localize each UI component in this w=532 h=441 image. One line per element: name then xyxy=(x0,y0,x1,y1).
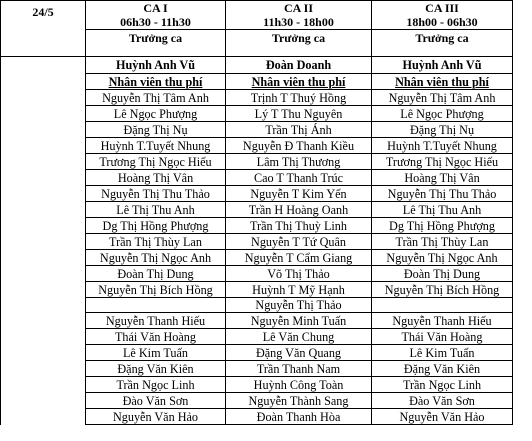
empty-cell xyxy=(1,74,86,90)
shift-2-staff-name: Trần Thanh Nam xyxy=(226,361,372,377)
shift-2-staff-name: Lý T Thu Nguyên xyxy=(226,106,372,122)
empty-cell xyxy=(1,282,86,298)
staff-row xyxy=(1,138,513,154)
shift-1-staff-name: Nguyễn Văn Hảo xyxy=(86,409,226,425)
shift-3-time: 18h00 - 06h30 xyxy=(406,15,478,29)
shift-2-lead: Đoàn Doanh xyxy=(226,57,372,74)
shift-2-staff-name: Trần Thị Ánh xyxy=(226,122,372,138)
empty-cell xyxy=(1,329,86,345)
shift-1-staff-name: Nguyễn Thanh Hiếu xyxy=(86,313,226,329)
staff-row xyxy=(1,409,513,425)
shift-1-staff-name: Đặng Thị Nụ xyxy=(86,122,226,138)
shift-2-staff-name: Nguyễn Đ Thanh Kiều xyxy=(226,138,372,154)
shift-1-header xyxy=(86,1,226,30)
shift-2-lead-title: Trưởng ca xyxy=(226,30,372,57)
shift-2-staff-name: Nguyễn T Kim Yến xyxy=(226,186,372,202)
shift-1-staff-name: Lê Thị Thu Anh xyxy=(86,202,226,218)
staff-row xyxy=(1,282,513,298)
shift-1-staff-name xyxy=(86,298,226,313)
shift-3-staff-name: Thái Văn Hoàng xyxy=(372,329,513,345)
staff-row xyxy=(1,298,513,313)
shift-1-staff-name: Trần Ngọc Linh xyxy=(86,377,226,393)
shift-2-staff-name: Nguyễn Thị Thảo xyxy=(226,298,372,313)
shift-1-lead: Huỳnh Anh Vũ xyxy=(86,57,226,74)
shift-1-staff-name: Đoàn Thị Dung xyxy=(86,266,226,282)
empty-cell xyxy=(1,186,86,202)
staff-row xyxy=(1,313,513,329)
shift-2-staff-name: Huỳnh Công Toàn xyxy=(226,377,372,393)
shift-3-header xyxy=(372,1,513,30)
shift-3-staff-name: Đoàn Thị Dung xyxy=(372,266,513,282)
empty-cell xyxy=(1,234,86,250)
shift-2-staff-name: Trịnh T Thuý Hồng xyxy=(226,90,372,106)
empty-cell xyxy=(1,138,86,154)
shift-1-staff-name: Lê Ngọc Phượng xyxy=(86,106,226,122)
shift-3-staff-name: Huỳnh T.Tuyết Nhung xyxy=(372,138,513,154)
staff-row xyxy=(1,122,513,138)
shift-1-staff-name: Dg Thị Hồng Phượng xyxy=(86,218,226,234)
shift-2-staff-name: Trần Thị Thuỳ Linh xyxy=(226,218,372,234)
shift-2-staff-title: Nhân viên thu phí xyxy=(226,74,372,90)
empty-cell xyxy=(1,298,86,313)
shift-3-staff-name: Nguyễn Thanh Hiếu xyxy=(372,313,513,329)
shift-3-name: CA III xyxy=(425,1,459,15)
empty-cell xyxy=(1,202,86,218)
staff-row xyxy=(1,234,513,250)
shift-2-staff-name: Nguyễn Minh Tuấn xyxy=(226,313,372,329)
shift-2-staff-name: Nguyễn Thành Sang xyxy=(226,393,372,409)
empty-cell xyxy=(1,57,86,74)
staff-row xyxy=(1,329,513,345)
schedule-body xyxy=(1,1,513,425)
shift-1-staff-name: Nguyễn Thị Tâm Anh xyxy=(86,90,226,106)
staff-row xyxy=(1,106,513,122)
shift-1-staff-name: Hoàng Thị Vân xyxy=(86,170,226,186)
staff-row xyxy=(1,345,513,361)
shift-3-staff-name: Lê Thị Thu Anh xyxy=(372,202,513,218)
staff-title-row xyxy=(1,74,513,90)
shift-2-staff-name: Võ Thị Thảo xyxy=(226,266,372,282)
shift-3-lead-title: Trưởng ca xyxy=(372,30,513,57)
empty-cell xyxy=(1,218,86,234)
shift-1-staff-name: Trương Thị Ngọc Hiếu xyxy=(86,154,226,170)
shift-2-staff-name: Trần H Hoàng Oanh xyxy=(226,202,372,218)
empty-cell xyxy=(1,345,86,361)
shift-1-staff-name: Đặng Văn Kiên xyxy=(86,361,226,377)
empty-cell xyxy=(1,154,86,170)
shift-3-staff-name: Nguyễn Thị Ngọc Anh xyxy=(372,250,513,266)
shift-2-staff-name: Huỳnh T Mỹ Hạnh xyxy=(226,282,372,298)
shift-3-staff-name: Nguyễn Thị Bích Hồng xyxy=(372,282,513,298)
shift-2-name: CA II xyxy=(283,1,313,15)
date-cell: 24/5 xyxy=(1,1,86,57)
lead-name-row xyxy=(1,57,513,74)
staff-row xyxy=(1,202,513,218)
shift-3-staff-name: Đặng Văn Kiên xyxy=(372,361,513,377)
empty-cell xyxy=(1,250,86,266)
shift-1-staff-name: Trần Thị Thùy Lan xyxy=(86,234,226,250)
shift-1-time: 06h30 - 11h30 xyxy=(120,15,191,29)
shift-3-staff-name: Lê Kim Tuấn xyxy=(372,345,513,361)
shift-3-lead: Huỳnh Anh Vũ xyxy=(372,57,513,74)
staff-row xyxy=(1,90,513,106)
shift-1-staff-name: Đào Văn Sơn xyxy=(86,393,226,409)
staff-row xyxy=(1,218,513,234)
shift-3-staff-name: Trần Thị Thùy Lan xyxy=(372,234,513,250)
staff-row xyxy=(1,266,513,282)
staff-row xyxy=(1,186,513,202)
shift-2-time: 11h30 - 18h00 xyxy=(263,15,334,29)
shift-1-staff-name: Nguyễn Thị Bích Hồng xyxy=(86,282,226,298)
shift-2-header xyxy=(226,1,372,30)
empty-cell xyxy=(1,409,86,425)
empty-cell xyxy=(1,266,86,282)
shift-2-staff-name: Cao T Thanh Trúc xyxy=(226,170,372,186)
shift-1-name: CA I xyxy=(143,1,168,15)
empty-cell xyxy=(1,106,86,122)
shift-2-staff-name: Đoàn Thanh Hòa xyxy=(226,409,372,425)
shift-2-staff-name: Lâm Thị Thương xyxy=(226,154,372,170)
shift-1-staff-name: Lê Kim Tuấn xyxy=(86,345,226,361)
shift-1-staff-name: Thái Văn Hoàng xyxy=(86,329,226,345)
shift-3-staff-name: Lê Ngọc Phượng xyxy=(372,106,513,122)
shift-1-lead-title: Trưởng ca xyxy=(86,30,226,57)
staff-row xyxy=(1,250,513,266)
shift-2-staff-name: Lê Văn Chung xyxy=(226,329,372,345)
staff-row xyxy=(1,377,513,393)
shift-header-row xyxy=(1,1,513,30)
shift-2-staff-name: Đặng Văn Quang xyxy=(226,345,372,361)
empty-cell xyxy=(1,377,86,393)
shift-1-staff-name: Nguyễn Thị Thu Thảo xyxy=(86,186,226,202)
shift-3-staff-name xyxy=(372,298,513,313)
empty-cell xyxy=(1,393,86,409)
shift-3-staff-name: Nguyễn Thị Tâm Anh xyxy=(372,90,513,106)
shift-2-staff-name: Nguyễn T Tứ Quân xyxy=(226,234,372,250)
shift-3-staff-name: Trương Thị Ngọc Hiếu xyxy=(372,154,513,170)
shift-1-staff-name: Huỳnh T.Tuyết Nhung xyxy=(86,138,226,154)
shift-2-staff-name: Nguyễn T Cẩm Giang xyxy=(226,250,372,266)
shift-3-staff-name: Hoàng Thị Vân xyxy=(372,170,513,186)
shift-3-staff-name: Dg Thị Hồng Phượng xyxy=(372,218,513,234)
staff-row xyxy=(1,393,513,409)
staff-row xyxy=(1,154,513,170)
empty-cell xyxy=(1,90,86,106)
empty-cell xyxy=(1,313,86,329)
shift-1-staff-name: Nguyễn Thị Ngọc Anh xyxy=(86,250,226,266)
shift-3-staff-name: Nguyễn Thị Thu Thảo xyxy=(372,186,513,202)
shift-1-staff-title: Nhân viên thu phí xyxy=(86,74,226,90)
empty-cell xyxy=(1,361,86,377)
empty-cell xyxy=(1,170,86,186)
shift-3-staff-name: Đào Văn Sơn xyxy=(372,393,513,409)
shift-3-staff-name: Nguyễn Văn Hảo xyxy=(372,409,513,425)
staff-row xyxy=(1,361,513,377)
empty-cell xyxy=(1,122,86,138)
shift-3-staff-name: Trần Ngọc Linh xyxy=(372,377,513,393)
shift-3-staff-title: Nhân viên thu phí xyxy=(372,74,513,90)
shift-3-staff-name: Đặng Thị Nụ xyxy=(372,122,513,138)
staff-row xyxy=(1,170,513,186)
